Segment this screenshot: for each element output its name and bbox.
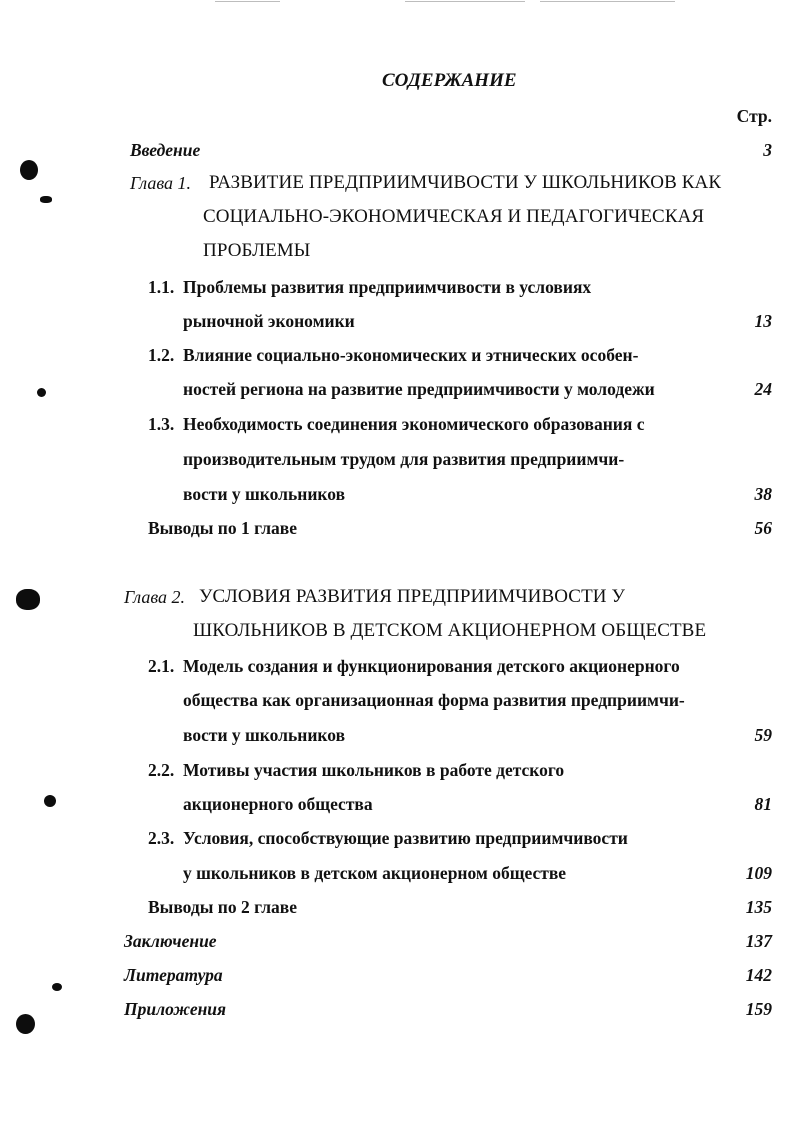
section-title-line: Необходимость соединения экономического образования с <box>183 414 645 434</box>
end-matter-page: 159 <box>745 999 772 1019</box>
section-title-line: ностей региона на развитие предприимчивости у молодежи <box>183 379 655 399</box>
section-title-line: вости у школьников <box>183 725 346 745</box>
section-page: 109 <box>745 863 772 883</box>
section-title-line: акционерного общества <box>183 794 373 814</box>
chapter2-title-line: УСЛОВИЯ РАЗВИТИЯ ПРЕДПРИИМЧИВОСТИ У <box>199 586 625 607</box>
section-number: 1.3. <box>148 414 175 434</box>
punch-hole-mark <box>16 589 40 610</box>
scan-artifact <box>215 1 280 2</box>
section-title-line: Модель создания и функционирования детского акционерного <box>183 656 680 676</box>
section-number: 2.2. <box>148 760 175 780</box>
punch-hole-mark <box>16 1014 35 1034</box>
chapter2-conclusion-page: 135 <box>745 897 772 917</box>
intro-label: Введение <box>130 140 201 160</box>
section-title-line: Проблемы развития предприимчивости в условиях <box>183 277 592 297</box>
section-page: 38 <box>754 484 772 504</box>
section-title-line: производительным трудом для развития предприимчи- <box>183 449 625 469</box>
section-page: 24 <box>754 379 772 399</box>
section-number: 2.1. <box>148 656 175 676</box>
page-column-label: Стр. <box>736 106 772 126</box>
section-title-line: у школьников в детском акционерном обществе <box>183 863 567 883</box>
end-matter-label: Приложения <box>124 999 227 1019</box>
section-number: 1.2. <box>148 345 175 365</box>
section-title-line: вости у школьников <box>183 484 346 504</box>
section-number: 1.1. <box>148 277 175 297</box>
end-matter-label: Литература <box>124 965 223 985</box>
punch-hole-mark <box>37 388 46 397</box>
scan-artifact <box>405 1 525 2</box>
punch-hole-mark <box>44 795 56 807</box>
section-title-line: Мотивы участия школьников в работе детского <box>183 760 565 780</box>
chapter1-conclusion-label: Выводы по 1 главе <box>148 518 297 538</box>
chapter2-conclusion-label: Выводы по 2 главе <box>148 897 297 917</box>
chapter2-title-line: ШКОЛЬНИКОВ В ДЕТСКОМ АКЦИОНЕРНОМ ОБЩЕСТВЕ <box>193 620 707 641</box>
section-page: 81 <box>754 794 772 814</box>
scan-artifact <box>540 1 675 2</box>
end-matter-page: 137 <box>745 931 772 951</box>
section-page: 13 <box>754 311 772 331</box>
toc-title: СОДЕРЖАНИЕ <box>382 70 517 91</box>
chapter2-prefix: Глава 2. <box>124 587 186 607</box>
section-title-line: Условия, способствующие развитию предприимчивости <box>183 828 628 848</box>
end-matter-label: Заключение <box>124 931 217 951</box>
punch-hole-mark <box>20 160 38 180</box>
section-page: 59 <box>754 725 772 745</box>
chapter1-prefix: Глава 1. <box>130 173 192 193</box>
section-title-line: Влияние социально-экономических и этнических особен- <box>183 345 639 365</box>
punch-hole-mark <box>52 983 62 991</box>
punch-hole-mark <box>40 196 52 203</box>
section-title-line: общества как организационная форма развития предприимчи- <box>183 690 685 710</box>
chapter1-conclusion-page: 56 <box>754 518 772 538</box>
chapter1-title-line: ПРОБЛЕМЫ <box>203 240 311 261</box>
end-matter-page: 142 <box>745 965 772 985</box>
section-title-line: рыночной экономики <box>183 311 355 331</box>
chapter1-title-line: СОЦИАЛЬНО-ЭКОНОМИЧЕСКАЯ И ПЕДАГОГИЧЕСКАЯ <box>203 206 705 227</box>
chapter1-title-line: РАЗВИТИЕ ПРЕДПРИИМЧИВОСТИ У ШКОЛЬНИКОВ КАК <box>209 172 722 193</box>
intro-page: 3 <box>763 140 772 160</box>
section-number: 2.3. <box>148 828 175 848</box>
